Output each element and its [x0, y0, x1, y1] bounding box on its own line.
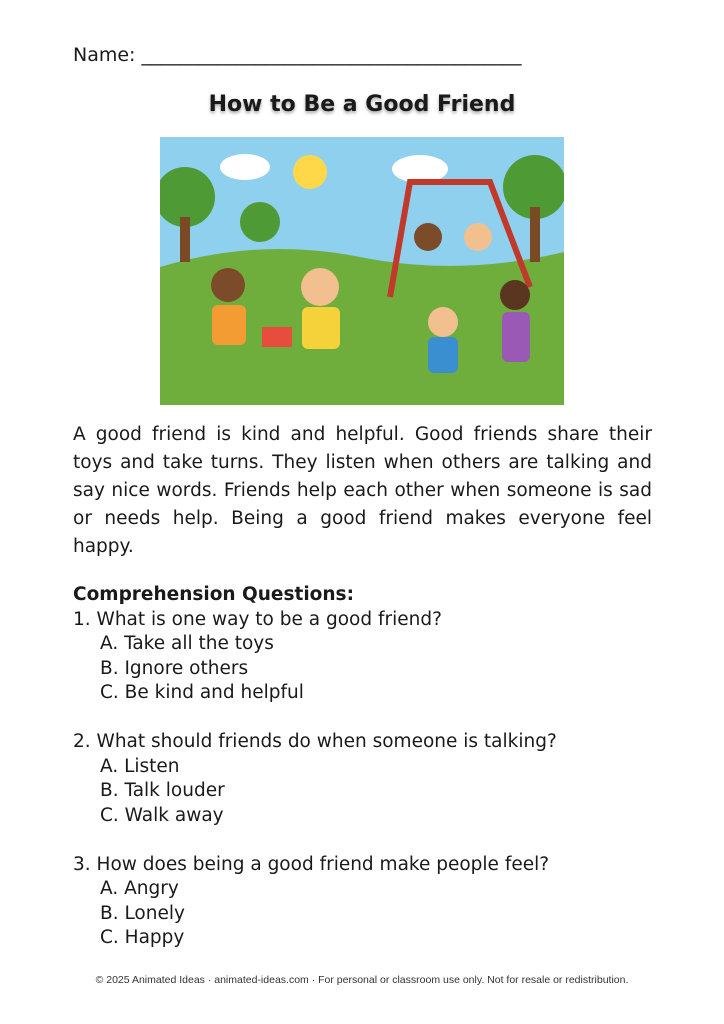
option: A. Take all the toys — [100, 633, 274, 654]
child-girl — [301, 268, 339, 306]
child-boy — [211, 268, 245, 302]
option: B. Lonely — [100, 902, 185, 924]
question-1: 1. What is one way to be a good friend? — [73, 608, 442, 630]
option: B. Ignore others — [100, 657, 249, 679]
option: C. Walk away — [100, 804, 224, 826]
child-icecream — [500, 280, 530, 310]
tree-icon — [240, 202, 280, 242]
toy-truck-icon — [262, 327, 292, 347]
option: B. Talk louder — [100, 780, 225, 801]
question-3: 3. How does being a good friend make people feel? — [73, 853, 550, 875]
question-2: 2. What should friends do when someone is talking? — [73, 731, 557, 752]
questions-heading: Comprehension Questions: — [73, 584, 354, 605]
child-swing — [414, 223, 442, 251]
playground-illustration — [160, 137, 564, 405]
cloud-icon — [392, 155, 448, 183]
reading-passage: A good friend is kind and helpful. Good friends share their toys and take turns. They listen when others are talking and say nice words. Friends help each other when someone is sad or needs help. Being a good friend makes everyone feel happy. — [73, 424, 652, 557]
sun-icon — [293, 155, 327, 189]
child-sad — [428, 307, 458, 337]
name-field: Name: ________________________________________ — [73, 44, 522, 66]
child-swing — [464, 223, 492, 251]
cloud-icon — [220, 154, 270, 180]
option: C. Happy — [100, 927, 185, 948]
option: A. Angry — [100, 878, 179, 899]
page-title: How to Be a Good Friend — [208, 92, 516, 117]
option: C. Be kind and helpful — [100, 682, 304, 703]
comprehension-questions — [73, 583, 673, 951]
option: A. Listen — [100, 755, 180, 777]
copyright-footer: © 2025 Animated Ideas · animated-ideas.com · For personal or classroom use only. Not for resale or redistribution. — [95, 974, 629, 986]
